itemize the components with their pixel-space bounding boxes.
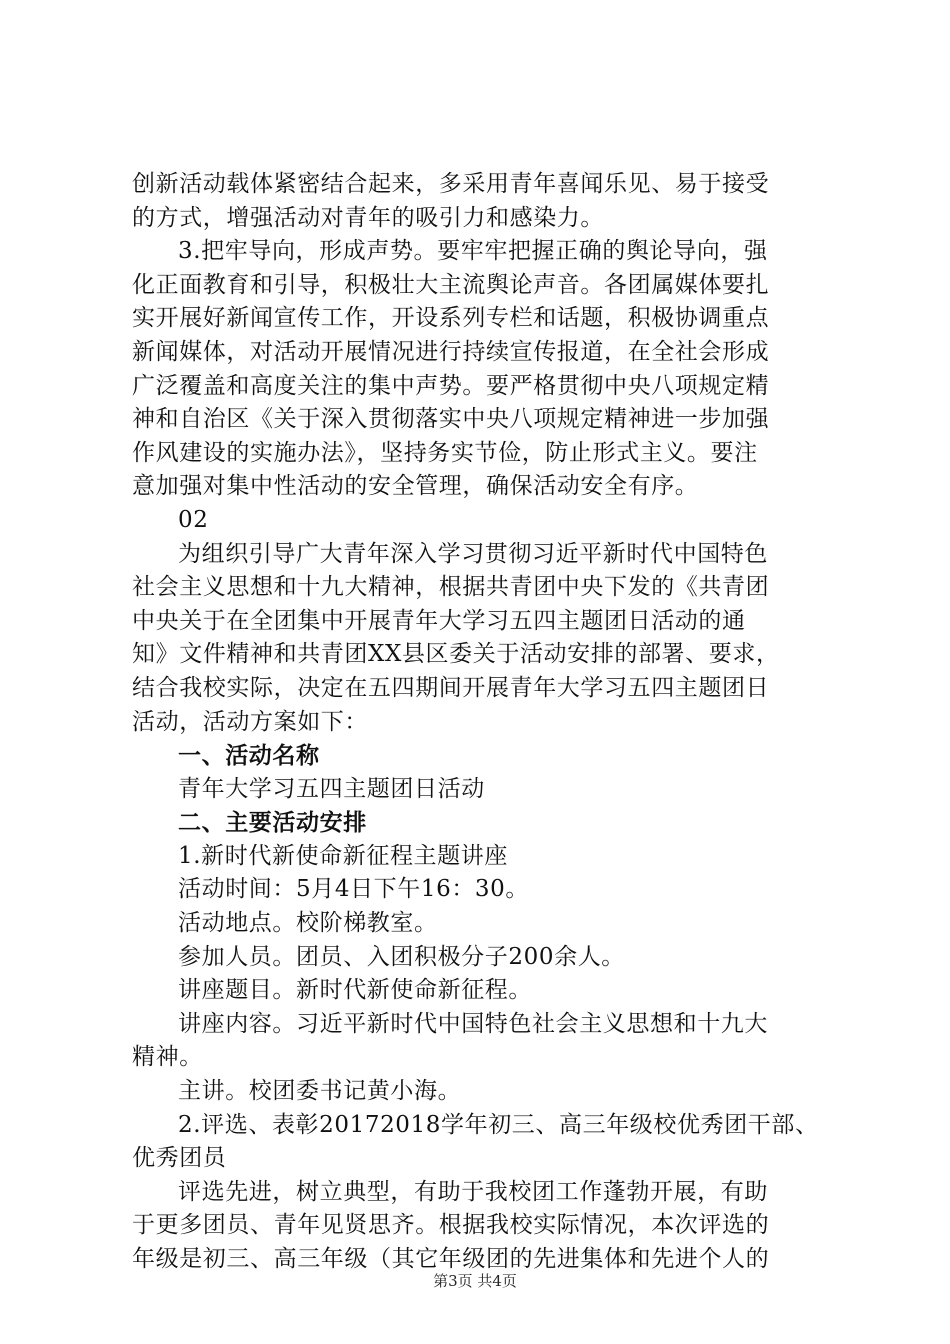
body-line: 讲座内容。习近平新时代中国特色社会主义思想和十九大 bbox=[178, 1010, 768, 1037]
body-line: 中央关于在全团集中开展青年大学习五四主题团日活动的通 bbox=[132, 607, 746, 634]
page-footer: 第3页 共4页 bbox=[433, 1272, 517, 1290]
body-line: 青年大学习五四主题团日活动 bbox=[178, 775, 485, 802]
body-line: 结合我校实际，决定在五四期间开展青年大学习五四主题团日 bbox=[132, 674, 770, 701]
body-line: 知》文件精神和共青团XX县区委关于活动安排的部署、要求， bbox=[132, 641, 780, 668]
body-line: 于更多团员、青年见贤思齐。根据我校实际情况，本次评选的 bbox=[132, 1212, 770, 1239]
body-line: 主讲。校团委书记黄小海。 bbox=[178, 1078, 462, 1105]
body-line: 为组织引导广大青年深入学习贯彻习近平新时代中国特色 bbox=[178, 540, 768, 567]
body-line: 活动时间：5月4日下午16：30。 bbox=[178, 876, 529, 903]
body-line: 参加人员。团员、入团积极分子200余人。 bbox=[178, 943, 625, 970]
body-line: 作风建设的实施办法》，坚持务实节俭，防止形式主义。要注 bbox=[132, 439, 758, 466]
body-line: 实开展好新闻宣传工作，开设系列专栏和话题，积极协调重点 bbox=[132, 305, 770, 332]
document-body bbox=[132, 168, 832, 1277]
body-line: 神和自治区《关于深入贯彻落实中央八项规定精神进一步加强 bbox=[132, 406, 770, 433]
body-line: 2.评选、表彰20172018学年初三、高三年级校优秀团干部、 bbox=[178, 1111, 819, 1138]
body-line: 3.把牢导向，形成声势。要牢牢把握正确的舆论导向，强 bbox=[178, 238, 768, 265]
body-line: 创新活动载体紧密结合起来，多采用青年喜闻乐见、易于接受 bbox=[132, 171, 770, 197]
section-heading: 二、主要活动安排 bbox=[178, 809, 367, 837]
body-line: 讲座题目。新时代新使命新征程。 bbox=[178, 977, 532, 1004]
body-line: 优秀团员 bbox=[132, 1145, 227, 1172]
section-heading: 一、活动名称 bbox=[178, 742, 320, 770]
body-line: 活动地点。校阶梯教室。 bbox=[178, 910, 438, 937]
body-line: 广泛覆盖和高度关注的集中声势。要严格贯彻中央八项规定精 bbox=[132, 372, 770, 399]
body-line: 化正面教育和引导，积极壮大主流舆论声音。各团属媒体要扎 bbox=[132, 271, 770, 298]
body-line: 1.新时代新使命新征程主题讲座 bbox=[178, 842, 508, 869]
body-line: 年级是初三、高三年级（其它年级团的先进集体和先进个人的 bbox=[132, 1246, 770, 1272]
body-line: 评选先进，树立典型，有助于我校团工作蓬勃开展，有助 bbox=[178, 1178, 768, 1205]
section-number: 02 bbox=[178, 506, 209, 533]
body-line: 精神。 bbox=[132, 1044, 203, 1071]
body-line: 社会主义思想和十九大精神，根据共青团中央下发的《共青团 bbox=[132, 574, 770, 601]
body-line: 意加强对集中性活动的安全管理，确保活动安全有序。 bbox=[132, 473, 699, 500]
body-line: 新闻媒体，对活动开展情况进行持续宣传报道，在全社会形成 bbox=[132, 338, 770, 365]
body-line: 活动，活动方案如下： bbox=[132, 708, 368, 735]
body-line: 的方式，增强活动对青年的吸引力和感染力。 bbox=[132, 204, 604, 231]
